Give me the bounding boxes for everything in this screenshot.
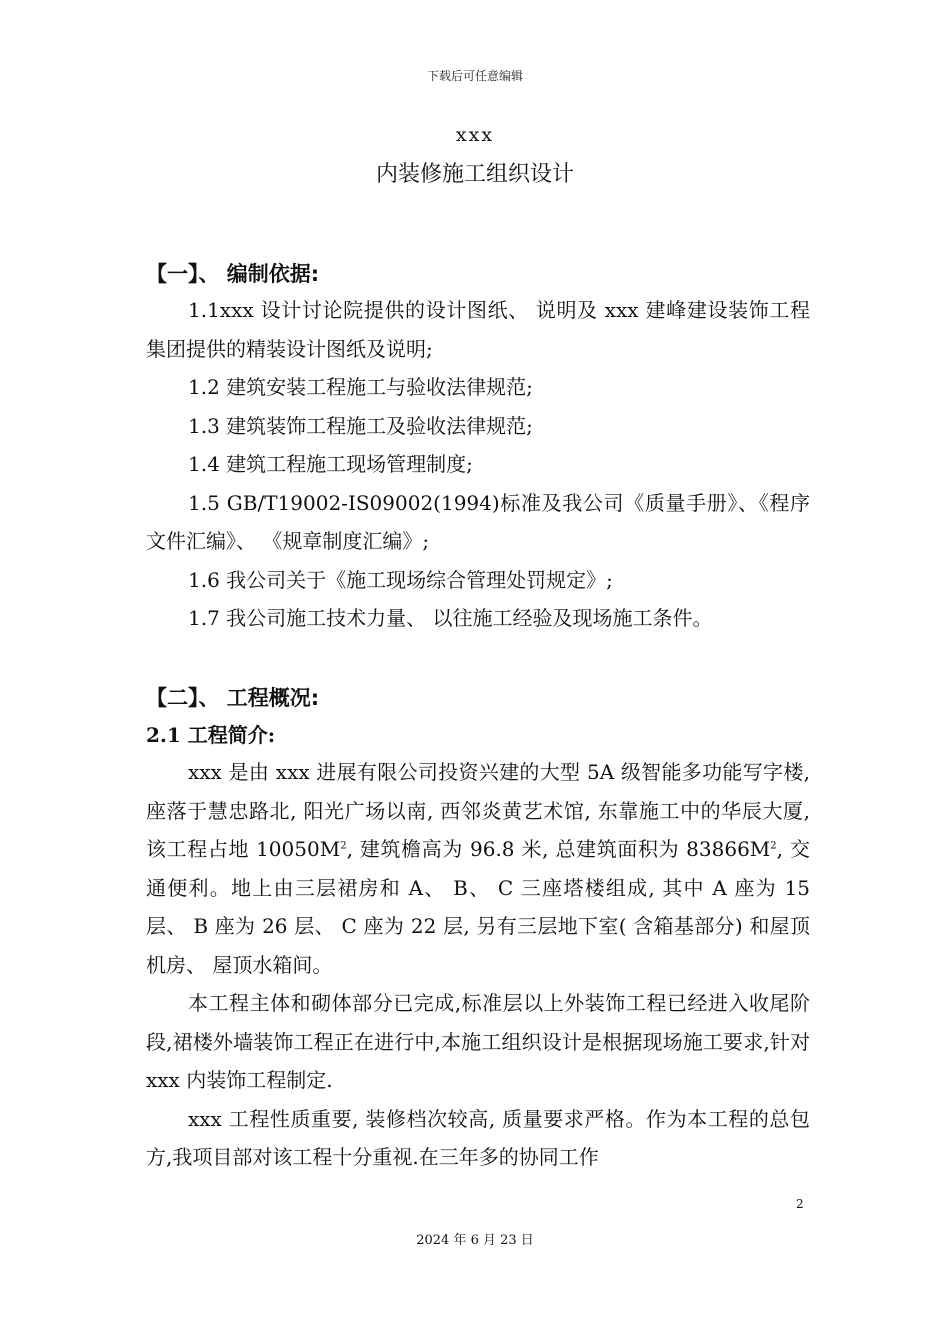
paragraph-status: 本工程主体和砌体部分已完成,标准层以上外装饰工程已经进入收尾阶段,裙楼外墙装饰工程正在进行中,本施工组织设计是根据现场施工要求,针对 xxx 内装饰工程制定. bbox=[146, 991, 810, 1092]
list-item: 1.4 建筑工程施工现场管理制度; bbox=[188, 452, 473, 476]
section-heading-1: 【一】、 编制依据: bbox=[146, 262, 320, 286]
list-item: 1.7 我公司施工技术力量、 以往施工经验及现场施工条件。 bbox=[188, 606, 713, 630]
page-number: 2 bbox=[796, 1197, 804, 1211]
list-item: 1.2 建筑安装工程施工与验收法律规范; bbox=[188, 375, 533, 399]
section-2-body bbox=[146, 753, 810, 1177]
subsection-heading: 2.1 工程简介: bbox=[146, 723, 276, 747]
list-item: 1.3 建筑装饰工程施工及验收法律规范; bbox=[188, 413, 533, 438]
paragraph-intro: xxx 是由 xxx 进展有限公司投资兴建的大型 5A 级智能多功能写字楼, 座落于慧忠路北, 阳光广场以南, 西邻炎黄艺术馆, 东靠施工中的华辰大厦,该工程占地 $10050M^2$, 建筑檐高为 96.8 米, 总建筑面积为 $83866M^2$, 交通便利。地上由三层裙房和 A、 B、 C 三座塔楼组成, 其中 A 座为 15 层、 B 座为 26 层、 C 座为 22 层, 另有三层地下室( 含箱基部分) 和屋顶机房、 屋顶水箱间。 bbox=[146, 760, 811, 977]
footer-date: 2024 年 6 月 23 日 bbox=[416, 1233, 534, 1248]
document-title-line2: 内装修施工组织设计 bbox=[375, 162, 574, 187]
section-heading-2: 【二】、 工程概况: bbox=[146, 686, 320, 710]
section-1-body bbox=[146, 291, 810, 638]
document-title-line1: xxx bbox=[455, 124, 495, 146]
list-item: 1.1xxx 设计讨论院提供的设计图纸、 说明及 xxx 建峰建设装饰工程集团提供的精装设计图纸及说明; bbox=[146, 298, 810, 361]
paragraph-importance: xxx 工程性质重要, 装修档次较高, 质量要求严格。作为本工程的总包方,我项目部对该工程十分重视.在三年多的协同工作 bbox=[146, 1106, 810, 1169]
list-item: 1.5 GB/T19002-IS09002(1994)标准及我公司《质量手册》、《程序文件汇编》、 《规章制度汇编》; bbox=[146, 490, 810, 553]
page-header-note: 下载后可任意编辑 bbox=[426, 69, 523, 83]
list-item: 1.6 我公司关于《施工现场综合管理处罚规定》; bbox=[188, 567, 613, 592]
